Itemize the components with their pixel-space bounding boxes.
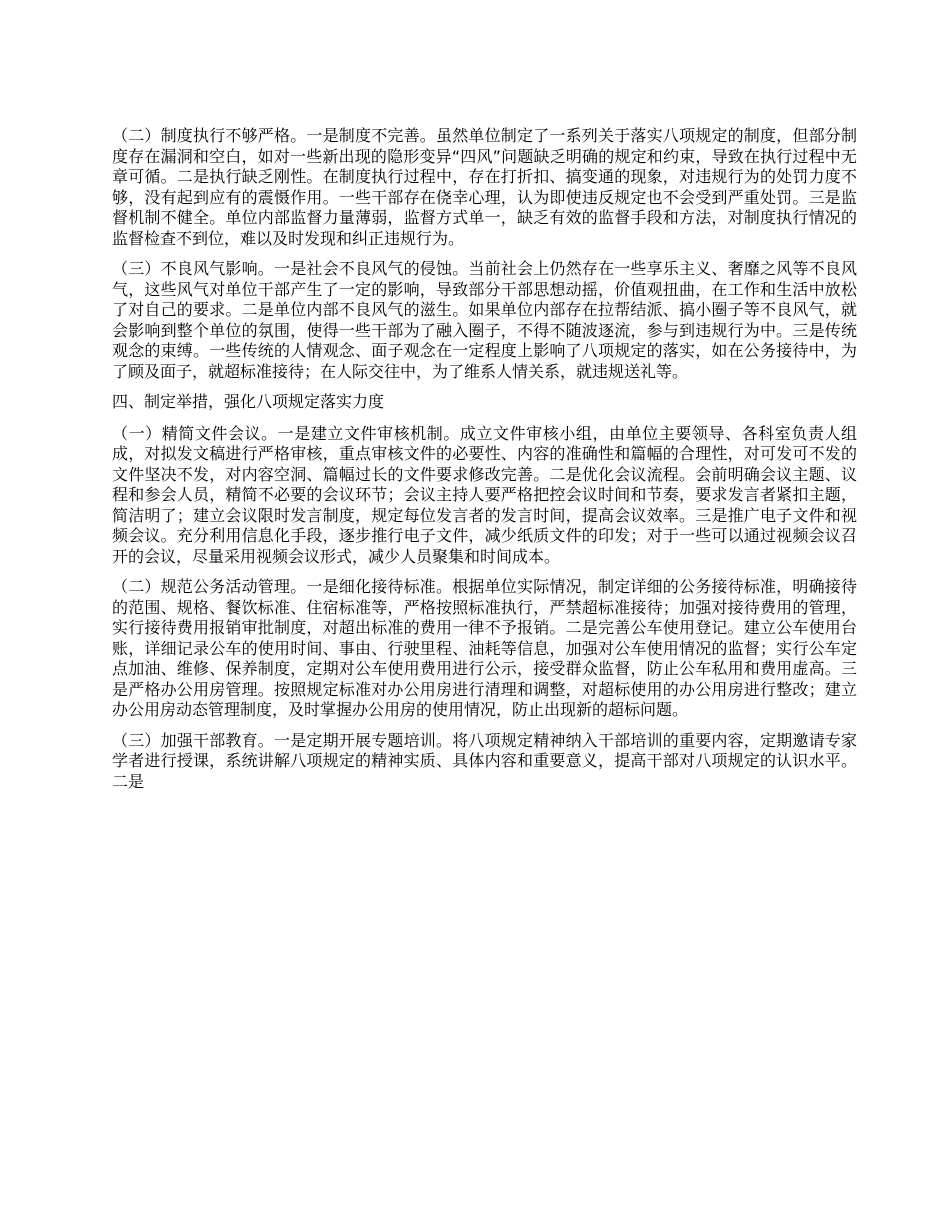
paragraph-institution-enforcement: （二）制度执行不够严格。一是制度不完善。虽然单位制定了一系列关于落实八项规定的制度，但部分制度存在漏洞和空白，如对一些新出现的隐形变异“四风”问题缺乏明确的规定和约束，导致在执行过程中无章可循。二是执行缺乏刚性。在制度执行过程中，存在打折扣、搞变通的现象，对违规行为的处罚力度不够，没有起到应有的震慑作用。一些干部存在侥幸心理，认为即使违反规定也不会受到严重处罚。三是监督机制不健全。单位内部监督力量薄弱，监督方式单一，缺乏有效的监督手段和方法，对制度执行情况的监督检查不到位，难以及时发现和纠正违规行为。 xyxy=(112,126,857,248)
paragraph-bad-atmosphere: （三）不良风气影响。一是社会不良风气的侵蚀。当前社会上仍然存在一些享乐主义、奢靡之风等不良风气，这些风气对单位干部产生了一定的影响，导致部分干部思想动摇，价值观扭曲，在工作和生活中放松了对自己的要求。二是单位内部不良风气的滋生。如果单位内部存在拉帮结派、搞小圈子等不良风气，就会影响到整个单位的氛围，使得一些干部为了融入圈子，不得不随波逐流，参与到违规行为中。三是传统观念的束缚。一些传统的人情观念、面子观念在一定程度上影响了八项规定的落实，如在公务接待中，为了顾及面子，就超标准接待；在人际交往中，为了维系人情关系，就违规送礼等。 xyxy=(112,259,857,381)
paragraph-streamline-meetings: （一）精简文件会议。一是建立文件审核机制。成立文件审核小组，由单位主要领导、各科室负责人组成，对拟发文稿进行严格审核，重点审核文件的必要性、内容的准确性和篇幅的合理性，对可发可不发的文件坚决不发，对内容空洞、篇幅过长的文件要求修改完善。二是优化会议流程。会前明确会议主题、议程和参会人员，精简不必要的会议环节；会议主持人要严格把控会议时间和节奏，要求发言者紧扣主题，简洁明了；建立会议限时发言制度，规定每位发言者的发言时间，提高会议效率。三是推广电子文件和视频会议。充分利用信息化手段，逐步推行电子文件，减少纸质文件的印发；对于一些可以通过视频会议召开的会议，尽量采用视频会议形式，减少人员聚集和时间成本。 xyxy=(112,423,857,566)
section-heading: 四、制定举措，强化八项规定落实力度 xyxy=(112,392,385,411)
paragraph-cadre-education: （三）加强干部教育。一是定期开展专题培训。将八项规定精神纳入干部培训的重要内容，定期邀请专家学者进行授课，系统讲解八项规定的精神实质、具体内容和重要意义，提高干部对八项规定的认识水平。二是 xyxy=(112,730,857,791)
paragraph-official-activities: （二）规范公务活动管理。一是细化接待标准。根据单位实际情况，制定详细的公务接待标准，明确接待的范围、规格、餐饮标准、住宿标准等，严格按照标准执行，严禁超标准接待；加强对接待费用的管理，实行接待费用报销审批制度，对超出标准的费用一律不予报销。二是完善公车使用登记。建立公车使用台账，详细记录公车的使用时间、事由、行驶里程、油耗等信息，加强对公车使用情况的监督；实行公车定点加油、维修、保养制度，定期对公车使用费用进行公示，接受群众监督，防止公车私用和费用虚高。三是严格办公用房管理。按照规定标准对办公用房进行清理和调整，对超标使用的办公用房进行整改；建立办公用房动态管理制度，及时掌握办公用房的使用情况，防止出现新的超标问题。 xyxy=(112,577,857,719)
document-body xyxy=(112,126,857,802)
